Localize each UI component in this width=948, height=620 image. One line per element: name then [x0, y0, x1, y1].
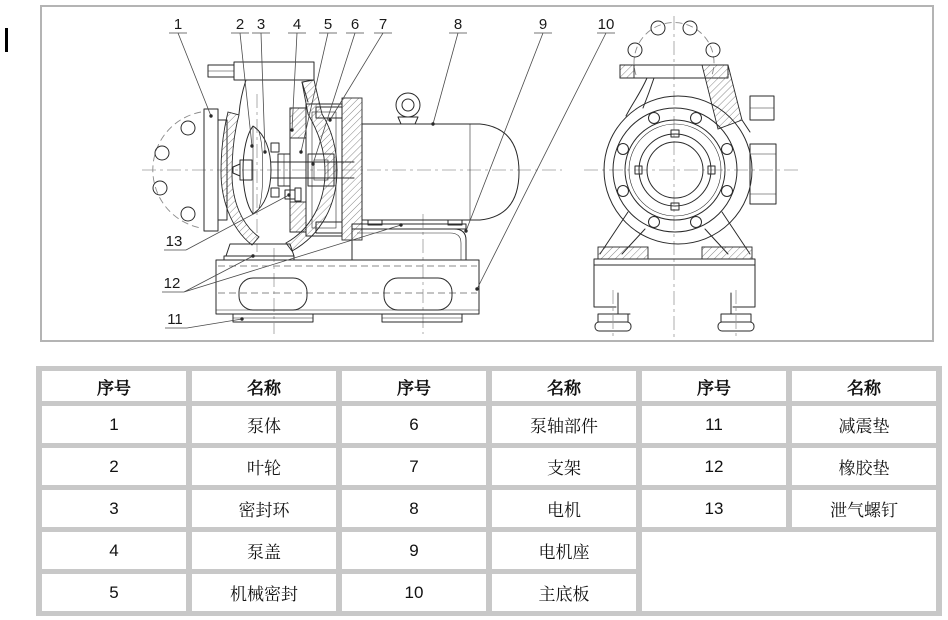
callout-11: 11 [167, 311, 183, 328]
table-cell: 主底板 [492, 574, 636, 611]
table-cell: 密封环 [192, 490, 336, 527]
table-cell: 11 [642, 406, 786, 443]
table-cell: 8 [342, 490, 486, 527]
table-cell: 7 [342, 448, 486, 485]
motor [342, 93, 519, 240]
callout-8: 8 [453, 16, 463, 33]
callout-5: 5 [323, 16, 333, 33]
table-cell: 1 [42, 406, 186, 443]
table-cell: 橡胶垫 [792, 448, 936, 485]
table-cell: 减震垫 [792, 406, 936, 443]
end-legs-base [594, 212, 755, 336]
table-header-cell: 序号 [342, 371, 486, 401]
callout-1: 1 [173, 16, 183, 33]
table-header-cell: 名称 [492, 371, 636, 401]
table-row [42, 490, 936, 527]
table-cell: 12 [642, 448, 786, 485]
table-cell: 10 [342, 574, 486, 611]
callout-4: 4 [292, 16, 302, 33]
table-cell: 5 [42, 574, 186, 611]
table-empty-merged-cell [642, 532, 936, 611]
callout-13: 13 [165, 233, 183, 250]
table-cell: 4 [42, 532, 186, 569]
pump-foot [226, 244, 294, 256]
text-cursor [5, 28, 8, 52]
table-cell: 机械密封 [192, 574, 336, 611]
suction-flange [153, 109, 227, 231]
table-cell: 2 [42, 448, 186, 485]
table-cell: 泵体 [192, 406, 336, 443]
table-header-cell: 序号 [42, 371, 186, 401]
pump-drawing-svg [42, 7, 932, 340]
table-cell: 泵盖 [192, 532, 336, 569]
table-cell: 13 [642, 490, 786, 527]
table-cell: 叶轮 [192, 448, 336, 485]
pump-casing-section [221, 80, 337, 251]
callout-9: 9 [538, 16, 548, 33]
table-header-cell: 名称 [792, 371, 936, 401]
side-view [142, 62, 562, 334]
end-view [584, 16, 802, 338]
table-header-row [42, 371, 936, 401]
damper-pads [233, 314, 462, 322]
discharge-flange [208, 62, 314, 114]
callout-6: 6 [350, 16, 360, 33]
table-cell: 电机 [492, 490, 636, 527]
table-cell: 泄气螺钉 [792, 490, 936, 527]
table-cell: 支架 [492, 448, 636, 485]
table-cell: 9 [342, 532, 486, 569]
parts-table-grid [36, 366, 942, 616]
table-row [42, 406, 936, 443]
table-cell: 6 [342, 406, 486, 443]
table-row [42, 532, 936, 569]
callout-2: 2 [235, 16, 245, 33]
table-cell: 3 [42, 490, 186, 527]
motor-base [352, 229, 466, 260]
impeller [233, 126, 271, 214]
table-cell: 泵轴部件 [492, 406, 636, 443]
table-cell: 电机座 [492, 532, 636, 569]
callout-3: 3 [256, 16, 266, 33]
base-plate [216, 260, 479, 314]
table-header-cell: 序号 [642, 371, 786, 401]
callout-7: 7 [378, 16, 388, 33]
table-row [42, 448, 936, 485]
callout-10: 10 [597, 16, 615, 33]
callout-12: 12 [163, 275, 181, 292]
pump-assembly-drawing [40, 5, 934, 342]
table-header-cell: 名称 [192, 371, 336, 401]
parts-table [36, 366, 942, 616]
